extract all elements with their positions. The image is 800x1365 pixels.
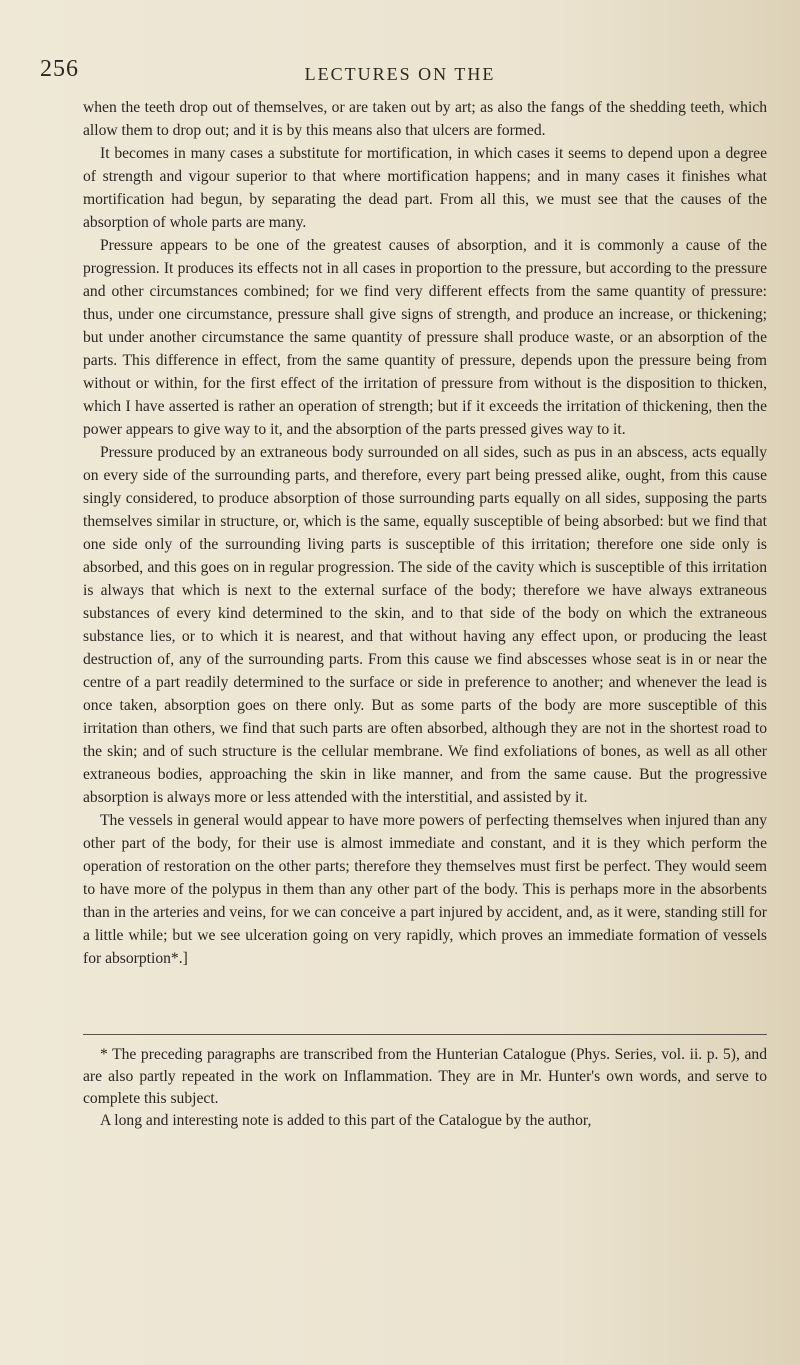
footnote-paragraph: * The preceding paragraphs are transcribed from the Hunterian Catalogue (Phys. Series, vol. ii. p. 5), and are also partly repeated in the work on Inflammation. They are in Mr. Hunter's own words, and serve to complete this subject. <box>83 1046 767 1107</box>
paragraph-continuation: when the teeth drop out of themselves, or are taken out by art; as also the fangs of the shedding teeth, which allow them to drop out; and it is by this means also that ulcers are formed. <box>83 99 767 139</box>
page-number: 256 <box>40 56 79 82</box>
body-text <box>83 96 767 970</box>
footnote-divider <box>83 1034 767 1035</box>
paragraph-vessels: The vessels in general would appear to have more powers of perfecting themselves when injured than any other part of the body, for their use is almost immediate and constant, and it is they which perform the operation of restoration on the other parts; therefore they themselves must first be perfect. They would seem to have more of the polypus in them than any other part of the body. This is perhaps more in the absorbents than in the arteries and veins, for we can conceive a part injured by accident, and, as it were, standing still for a little while; but we see ulceration going on very rapidly, which proves an immediate formation of vessels for absorption*.] <box>83 812 767 967</box>
page-header <box>40 56 760 86</box>
paragraph-extraneous-body: Pressure produced by an extraneous body surrounded on all sides, such as pus in an abscess, acts equally on every side of the surrounding parts, and therefore, every part being pressed alike, ought, from this cause singly considered, to produce absorption of those surrounding parts equally on all sides, supposing the parts themselves similar in structure, or, which is the same, equally susceptible of being absorbed: but we find that one side only of the surrounding living parts is susceptible of this irritation; therefore one side only is absorbed, and this goes on in regular progression. The side of the cavity which is susceptible of this irritation is always that which is next to the external surface of the body; therefore we have always extraneous substances of every kind determined to the skin, and to that side of the body on which the extraneous substance lies, or to which it is nearest, and that without having any effect upon, or producing the least destruction of, any of the surrounding parts. From this cause we find abscesses whose seat is in or near the centre of a part readily determined to the surface or side in preference to another; and whenever the lead is once taken, absorption goes on there only. But as some parts of the body are more susceptible of this irritation than others, we find that such parts are often absorbed, although they are not in the shortest road to the skin; and of such structure is the cellular membrane. We find exfoliations of bones, as well as all other extraneous bodies, approaching the skin in like manner, and from the same cause. But the progressive absorption is always more or less attended with the interstitial, and assisted by it. <box>83 444 767 806</box>
running-head: LECTURES ON THE <box>304 64 496 84</box>
paragraph-mortification: It becomes in many cases a substitute for mortification, in which cases it seems to depend upon a degree of strength and vigour superior to that where mortification happens; and in many cases it finishes what mortification had begun, by separating the dead part. From all this, we must see that the causes of the absorption of whole parts are many. <box>83 145 767 231</box>
footnote <box>83 1044 767 1132</box>
paragraph-pressure: Pressure appears to be one of the greatest causes of absorption, and it is commonly a cause of the progression. It produces its effects not in all cases in proportion to the pressure, but according to the pressure and other circumstances combined; for we find very different effects from the same quantity of pressure: thus, under one circumstance, pressure shall give signs of strength, and produce an increase, or thickening; but under another circumstance the same quantity of pressure shall produce waste, or an absorption of the parts. This difference in effect, from the same quantity of pressure, depends upon the pressure being from without or within, for the first effect of the irritation of pressure from without is the disposition to thicken, which I have asserted is rather an operation of strength; but if it exceeds the irritation of thickening, then the power appears to give way to it, and the absorption of the parts pressed gives way to it. <box>83 237 767 438</box>
footnote-paragraph: A long and interesting note is added to this part of the Catalogue by the author, <box>100 1112 592 1129</box>
